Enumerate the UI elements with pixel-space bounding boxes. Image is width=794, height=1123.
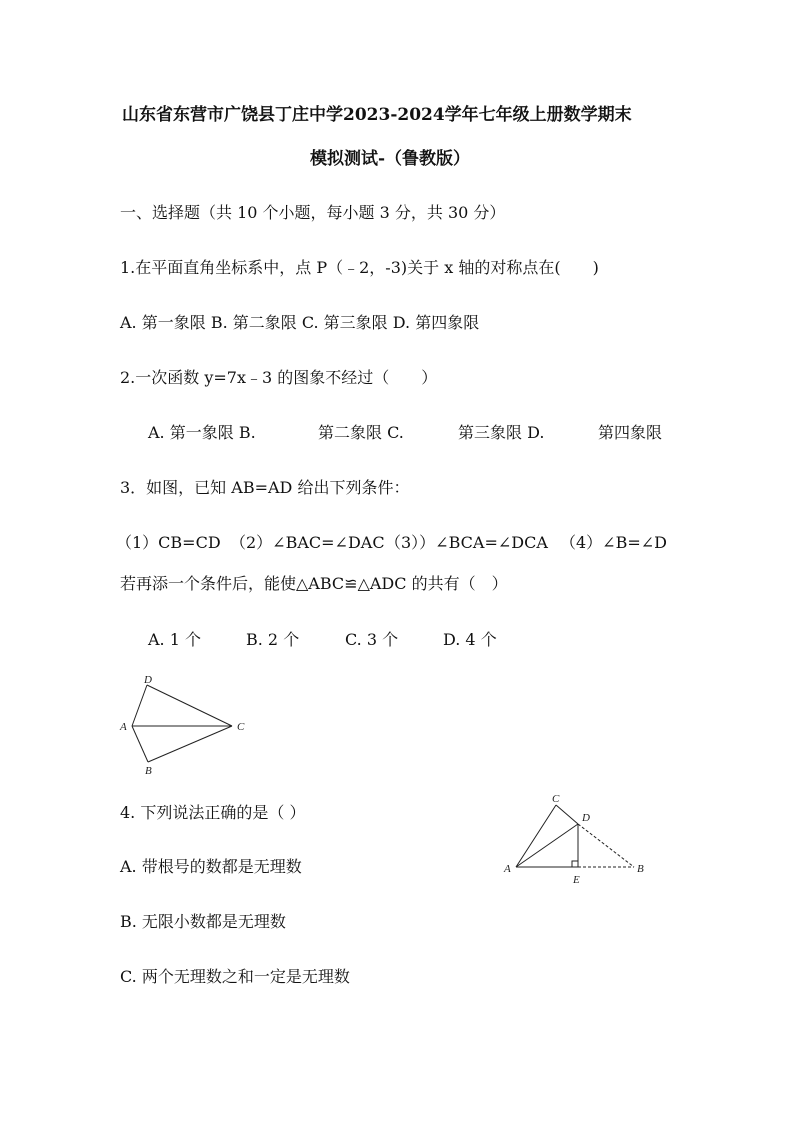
question-3-option-c: C. 3 个 (345, 630, 399, 649)
question-1-stem: 1.在平面直角坐标系中，点 P（﹣2，-3)关于 x 轴的对称点在( ) (120, 258, 599, 277)
question-3-line-2: 若再添一个条件后，能使△ABC≌△ADC 的共有（ ） (120, 574, 508, 593)
fig4-label-b: B (637, 863, 644, 875)
section-heading: 一、选择题（共 10 个小题，每小题 3 分，共 30 分） (120, 203, 506, 222)
question-4-option-c: C. 两个无理数之和一定是无理数 (120, 967, 350, 986)
question-2-option-c: 第三象限 D. (458, 423, 545, 442)
question-2-option-b: 第二象限 C. (318, 423, 404, 442)
fig4-label-a: A (504, 863, 511, 875)
title-line-1: 山东省东营市广饶县丁庄中学2023-2024学年七年级上册数学期末 (122, 105, 632, 125)
fig3-label-c: C (237, 721, 245, 733)
question-2-option-a: A. 第一象限 B. (148, 423, 256, 442)
question-3-option-a: A. 1 个 (148, 630, 201, 649)
fig3-label-a: A (120, 721, 127, 733)
question-4-option-a: A. 带根号的数都是无理数 (120, 857, 302, 876)
question-2-option-d: 第四象限 (598, 423, 663, 442)
question-3-condition-4: （4）∠B=∠D (560, 533, 667, 552)
fig4-label-d: D (582, 812, 590, 824)
question-4-option-b: B. 无限小数都是无理数 (120, 912, 286, 931)
question-3-option-b: B. 2 个 (246, 630, 300, 649)
fig4-label-c: C (552, 793, 560, 805)
fig3-label-b: B (145, 765, 152, 777)
question-3-condition-2: （2）∠BAC=∠DAC (230, 533, 385, 552)
question-3-stem: 3．如图，已知 AB=AD 给出下列条件： (120, 478, 410, 497)
question-3-condition-1: （1）CB=CD (116, 533, 221, 552)
question-1-options: A. 第一象限 B. 第二象限 C. 第三象限 D. 第四象限 (120, 313, 480, 332)
figure-3-kite (110, 668, 250, 788)
fig3-label-d: D (144, 674, 152, 686)
question-3-option-d: D. 4 个 (443, 630, 497, 649)
title-line-2: 模拟测试-（鲁教版） (310, 149, 471, 169)
question-4-stem: 4. 下列说法正确的是（ ） (120, 803, 306, 822)
fig4-label-e: E (573, 874, 580, 886)
figure-4-triangle (500, 790, 670, 890)
question-3-condition-3: （3））∠BCA=∠DCA (385, 533, 548, 552)
question-2-stem: 2.一次函数 y=7x﹣3 的图象不经过（ ） (120, 368, 438, 387)
